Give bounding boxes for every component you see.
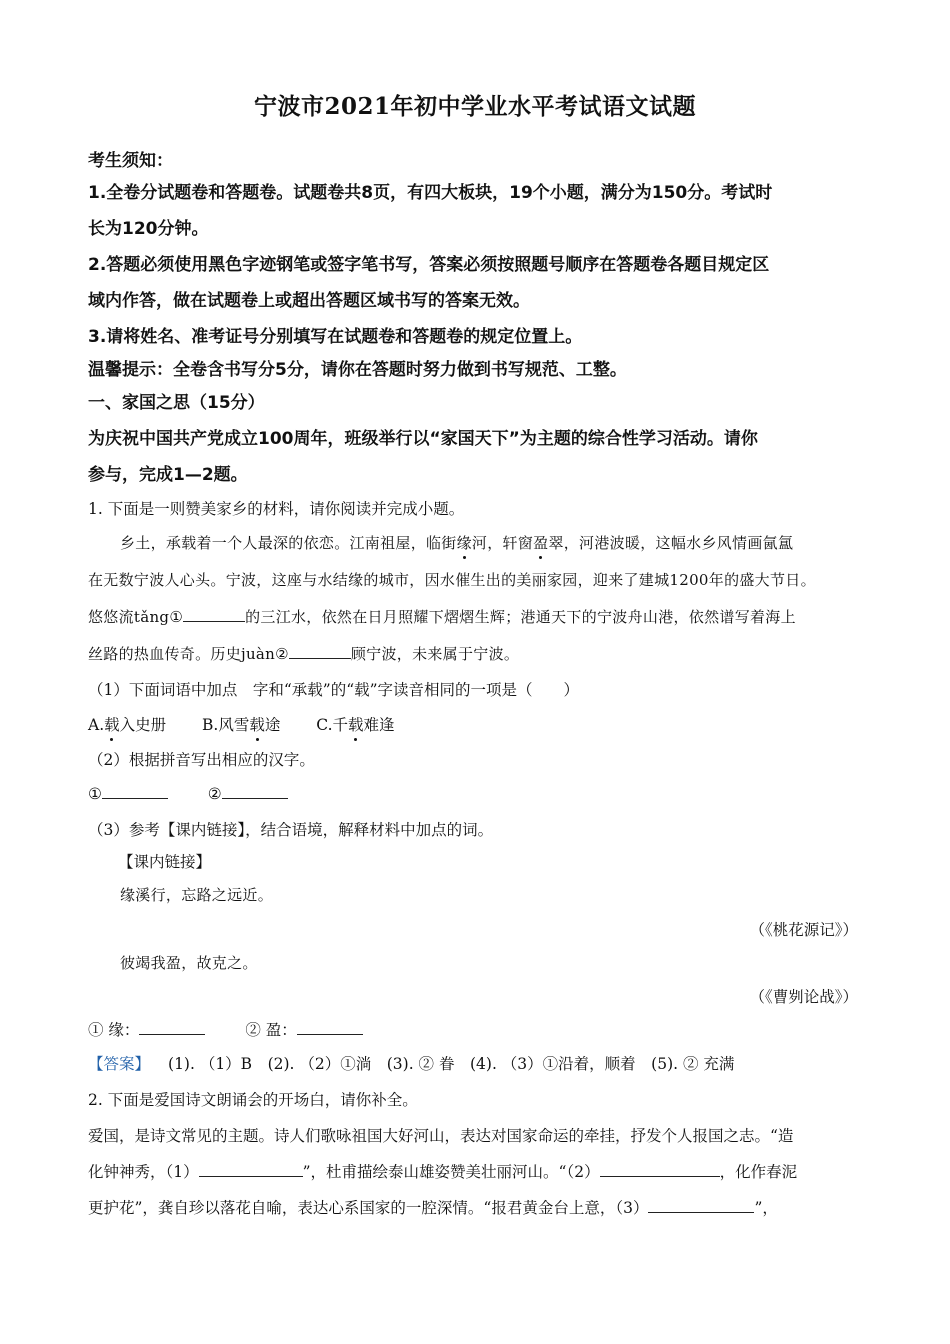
question-2-stem: 2. 下面是爱国诗文朗诵会的开场白，请你补全。 — [88, 1091, 418, 1109]
section-intro-b: 参与，完成1—2题。 — [88, 465, 248, 485]
def-label: ① 缘： — [88, 1021, 140, 1039]
passage-text: 悠悠流tǎng① — [88, 608, 184, 626]
passage-line-1 — [120, 532, 793, 553]
dotted-char: 缘 — [456, 534, 472, 552]
option-b[interactable] — [202, 716, 280, 734]
answer-text: (1). （1）B (2). （2）①淌 (3). ② 眷 (4). （3）①沿着，顺着 (5). ② 充满 — [168, 1055, 735, 1073]
sub-question-2: （2）根据拼音写出相应的汉字。 — [88, 751, 315, 769]
answer-blanks-row — [88, 784, 288, 803]
passage-line-3 — [88, 606, 796, 627]
section-heading: 一、家国之思（15分） — [88, 393, 265, 413]
blank-label: ② — [207, 785, 222, 803]
section-intro-a: 为庆祝中国共产党成立100周年，班级举行以“家国天下”为主题的综合性学习活动。请你 — [88, 429, 758, 449]
option-label: B.风雪 — [202, 716, 250, 734]
passage-text: 的三江水，依然在日月照耀下熠熠生辉；港通天下的宁波舟山港，依然谱写着海上 — [245, 608, 796, 626]
options-row — [88, 713, 395, 735]
poem-blank-2[interactable] — [600, 1162, 720, 1177]
q2-line-3 — [88, 1196, 778, 1218]
option-label: A. — [88, 716, 105, 734]
quote-source-2: （《曹刿论战》） — [749, 988, 858, 1006]
option-label: C.千 — [316, 716, 348, 734]
quote-2: 彼竭我盈，故克之。 — [120, 954, 258, 972]
notice-item-1a: 1.全卷分试题卷和答题卷。试题卷共8页，有四大板块，19个小题，满分为150分。考试时 — [88, 183, 773, 203]
dotted-char: 载 — [104, 713, 120, 735]
page-title: 宁波市2021年初中学业水平考试语文试题 — [253, 93, 696, 120]
answer-blank-2[interactable] — [222, 784, 288, 799]
notice-tip: 温馨提示：全卷含书写分5分，请你在答题时努力做到书写规范、工整。 — [88, 360, 627, 380]
option-text: 途 — [264, 716, 281, 734]
answer-row — [88, 1052, 734, 1074]
q2-text: ，化作春泥 — [719, 1163, 798, 1181]
q2-line-1: 爱国，是诗文常见的主题。诗人们歌咏祖国大好河山，表达对国家命运的牵挂，抒发个人报国之志。“造 — [88, 1127, 794, 1145]
option-c[interactable] — [316, 716, 394, 734]
passage-line-2: 在无数宁波人心头。宁波，这座与水结缘的城市，因水催生出的美丽家园，迎来了建城1200年的盛大节日。 — [88, 571, 816, 589]
link-heading: 【课内链接】 — [118, 853, 212, 871]
notice-item-2b: 域内作答，做在试题卷上或超出答题区域书写的答案无效。 — [88, 291, 530, 311]
definition-blank-1[interactable] — [139, 1020, 205, 1035]
passage-text: 乡土，承载着一个人最深的依恋。江南祖屋，临街 — [120, 534, 457, 552]
notice-item-2a: 2.答题必须使用黑色字迹钢笔或签字笔书写，答案必须按照题号顺序在答题卷各题目规定区 — [88, 255, 770, 275]
answer-blank-1[interactable] — [102, 784, 168, 799]
q2-text: ”，杜甫描绘泰山雄姿赞美壮丽河山。“（2） — [302, 1163, 600, 1181]
dotted-char: 载 — [348, 713, 364, 735]
option-text: 入史册 — [119, 716, 167, 734]
dotted-char: 载 — [249, 713, 265, 735]
fill-blank[interactable] — [289, 644, 351, 659]
definition-row — [88, 1018, 363, 1040]
q2-text: ”， — [754, 1199, 778, 1217]
q2-text: 更护花”，龚自珍以落花自喻，表达心系国家的一腔深情。“报君黄金台上意，（3） — [88, 1199, 649, 1217]
dotted-char: 盈 — [533, 534, 549, 552]
passage-text: 顾宁波，未来属于宁波。 — [350, 645, 520, 663]
passage-text: 翠，河港波暖，这幅水乡风情画氤氲 — [548, 534, 794, 552]
answer-label: 【答案】 — [88, 1055, 151, 1073]
q2-line-2 — [88, 1160, 797, 1182]
notice-heading: 考生须知： — [88, 151, 173, 171]
option-text: 难逢 — [363, 716, 395, 734]
question-1-stem: 1. 下面是一则赞美家乡的材料，请你阅读并完成小题。 — [88, 500, 465, 518]
definition-blank-2[interactable] — [297, 1020, 363, 1035]
passage-text: 河，轩窗 — [471, 534, 534, 552]
option-a[interactable] — [88, 716, 166, 734]
quote-source-1: （《桃花源记》） — [749, 921, 858, 939]
notice-item-3: 3.请将姓名、准考证号分别填写在试题卷和答题卷的规定位置上。 — [88, 327, 583, 347]
notice-item-1b: 长为120分钟。 — [88, 219, 209, 239]
poem-blank-3[interactable] — [648, 1198, 754, 1213]
passage-line-4 — [88, 643, 519, 664]
q2-text: 化钟神秀，（1） — [88, 1163, 199, 1181]
fill-blank[interactable] — [183, 607, 245, 622]
sub-question-3: （3）参考【课内链接】，结合语境，解释材料中加点的词。 — [88, 821, 494, 839]
def-label: ② 盈： — [245, 1021, 297, 1039]
quote-1: 缘溪行，忘路之远近。 — [120, 886, 274, 904]
poem-blank-1[interactable] — [199, 1162, 303, 1177]
blank-label: ① — [88, 785, 102, 803]
passage-text: 丝路的热血传奇。历史juàn② — [88, 645, 289, 663]
sub-question-1: （1）下面词语中加点 字和“承载”的“载”字读音相同的一项是（ ） — [88, 681, 580, 699]
